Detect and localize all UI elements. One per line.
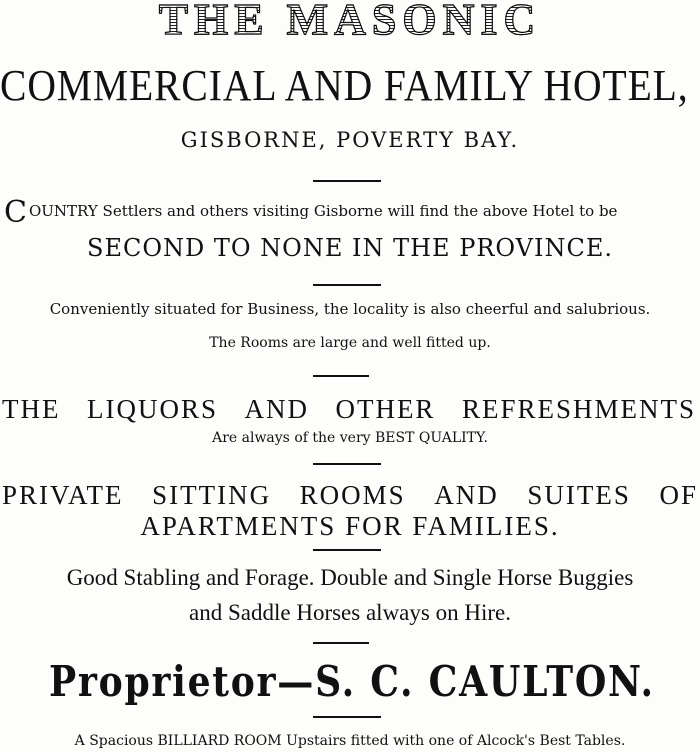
private-word: ROOMS (299, 480, 406, 510)
liquors-word: OTHER (335, 394, 436, 424)
quality-line: Are always of the very BEST QUALITY. (212, 430, 488, 446)
divider-rule (313, 642, 369, 644)
stabling-line: Good Stabling and Forage. Double and Single Horse Buggies (66, 565, 634, 590)
liquors-word: THE (2, 394, 61, 424)
location-line: GISBORNE, POVERTY BAY. (180, 128, 520, 152)
liquors-word: REFRESHMENTS (461, 394, 696, 424)
private-word: SITTING (152, 480, 272, 510)
apartments-line: APARTMENTS FOR FAMILIES. (140, 511, 560, 541)
divider-rule (313, 463, 381, 465)
liquors-word: AND (244, 394, 309, 424)
private-word: SUITES (527, 480, 631, 510)
liquors-word: LIQUORS (86, 394, 218, 424)
hotel-heading: COMMERCIAL AND FAMILY HOTEL, (0, 61, 689, 110)
divider-rule (313, 549, 381, 551)
private-word: AND (434, 480, 499, 510)
intro-line (4, 195, 700, 230)
drop-cap: C (4, 195, 27, 230)
private-word: PRIVATE (2, 480, 124, 510)
intro-text: OUNTRY Settlers and others visiting Gisborne will find the above Hotel to be (28, 202, 618, 220)
divider-rule (313, 375, 369, 377)
divider-rule (313, 716, 381, 718)
saddle-line: and Saddle Horses always on Hire. (189, 600, 511, 625)
claim-line: SECOND TO NONE IN THE PROVINCE. (87, 234, 613, 262)
divider-rule (313, 284, 381, 286)
masthead-title: THE MASONIC (0, 0, 700, 40)
billiard-line: A Spacious BILLIARD ROOM Upstairs fitted with one of Alcock's Best Tables. (74, 733, 626, 749)
private-heading (0, 480, 700, 511)
divider-rule (313, 180, 381, 182)
situated-line: Conveniently situated for Business, the locality is also cheerful and salubrious. (49, 300, 651, 318)
proprietor-line: Proprietor—S. C. CAULTON. (49, 657, 655, 706)
private-word: OF (659, 480, 698, 510)
liquors-heading (0, 394, 698, 425)
rooms-line: The Rooms are large and well fitted up. (209, 335, 491, 351)
